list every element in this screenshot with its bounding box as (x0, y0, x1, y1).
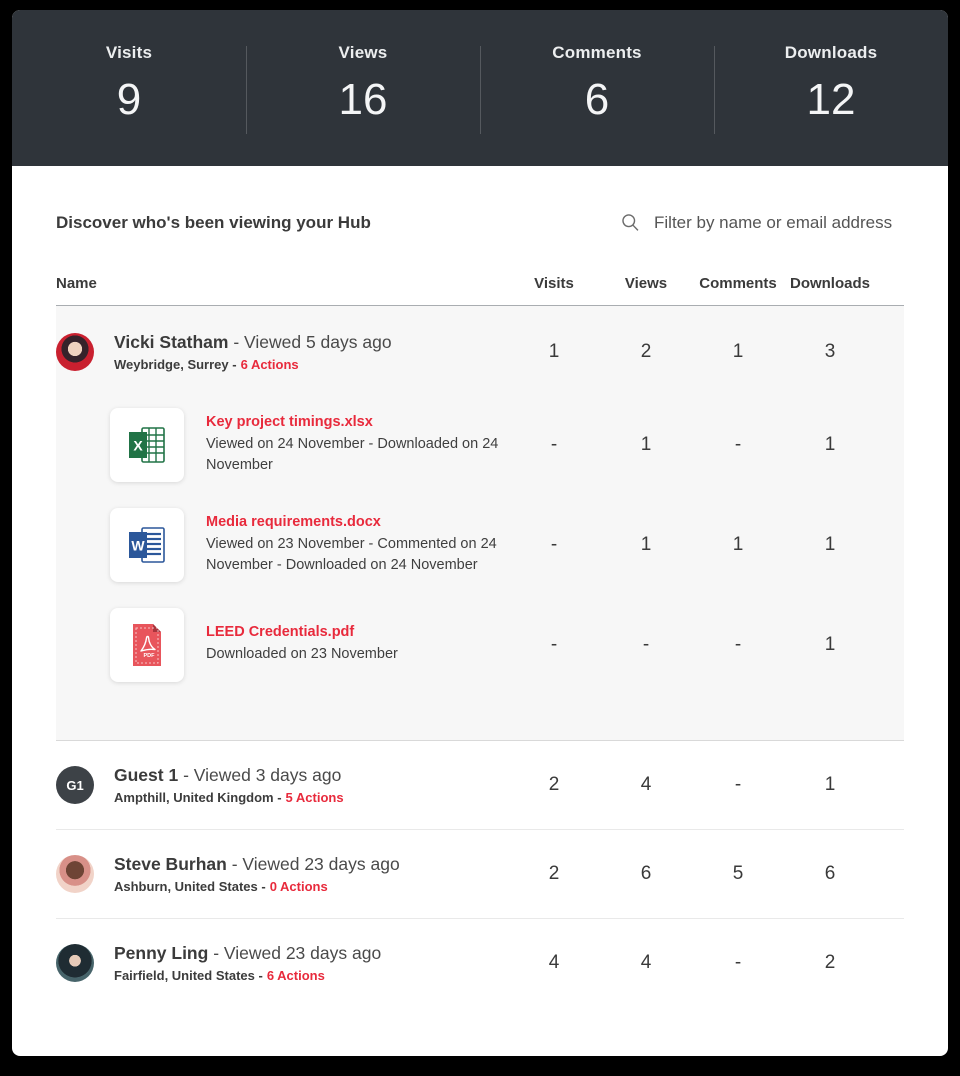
file-activity-text: Viewed on 23 November - Commented on 24 November - Downloaded on 24 November (206, 535, 497, 573)
filter-box (620, 212, 904, 233)
visitor-viewed: - Viewed 23 days ago (213, 943, 382, 963)
file-activity-text: Viewed on 24 November - Downloaded on 24 November (206, 435, 499, 473)
stat-comments (480, 10, 714, 166)
visitor-location: Fairfield, United States - (114, 968, 263, 983)
cell-comments: - (734, 952, 742, 973)
cell-downloads: 2 (824, 952, 836, 973)
visitor-name-line (114, 943, 508, 964)
visitor-sub-line (114, 968, 508, 983)
cell-visits: - (550, 434, 558, 455)
filter-input[interactable] (654, 213, 904, 233)
visitor-name: Penny Ling (114, 943, 209, 963)
visitor-actions-link[interactable]: 5 Actions (285, 790, 344, 805)
column-header-comments: Comments (699, 275, 777, 292)
cell-views: 1 (640, 434, 652, 455)
stat-visits-value: 9 (116, 75, 142, 124)
search-icon (620, 212, 641, 233)
stat-downloads (714, 10, 948, 166)
pdf-file-icon (110, 608, 184, 682)
excel-file-icon (110, 408, 184, 482)
file-activity-text: Downloaded on 23 November (206, 646, 398, 663)
cell-downloads: 1 (824, 534, 836, 555)
cell-views: 6 (640, 863, 652, 884)
avatar (56, 333, 94, 371)
stat-visits-label: Visits (105, 43, 153, 62)
column-header-visits: Visits (534, 275, 574, 292)
visitor-actions-link[interactable]: 6 Actions (266, 968, 325, 983)
visitor-sub-line (114, 357, 508, 372)
cell-views: - (642, 634, 650, 655)
visitor-sub-line (114, 879, 508, 894)
file-name-link[interactable]: Key project timings.xlsx (206, 413, 373, 430)
stats-summary-header (12, 10, 948, 166)
stat-downloads-value: 12 (806, 75, 856, 124)
file-row-docx (56, 508, 904, 582)
visitor-viewed: - Viewed 3 days ago (183, 765, 342, 785)
visitor-sub-line (114, 790, 508, 805)
file-name-link[interactable]: LEED Credentials.pdf (206, 624, 355, 641)
visitor-name-line (114, 765, 508, 786)
table-row-guest-1[interactable] (56, 741, 904, 830)
svg-text:W: W (131, 537, 145, 554)
cell-downloads: 1 (824, 434, 836, 455)
cell-visits: 1 (548, 341, 560, 362)
visitor-name-line (114, 332, 508, 353)
cell-comments: - (734, 434, 742, 455)
visitors-panel (12, 166, 948, 1031)
column-header-downloads: Downloads (789, 275, 870, 292)
cell-views: 4 (640, 774, 652, 795)
avatar: G1 (56, 766, 94, 804)
cell-visits: - (550, 534, 558, 555)
visitor-viewed: - Viewed 5 days ago (233, 332, 392, 352)
cell-visits: 2 (548, 863, 560, 884)
svg-text:PDF: PDF (143, 653, 155, 659)
table-row-steve-burhan[interactable] (56, 830, 904, 919)
table-row-vicki-statham[interactable] (56, 306, 904, 408)
file-row-xlsx (56, 408, 904, 482)
page-title: Discover who's been viewing your Hub (56, 212, 371, 232)
visitor-location: Ampthill, United Kingdom - (114, 790, 282, 805)
visitor-location: Ashburn, United States - (114, 879, 266, 894)
cell-views: 2 (640, 341, 652, 362)
visitor-location: Weybridge, Surrey - (114, 357, 237, 372)
svg-text:X: X (133, 437, 143, 454)
cell-visits: 4 (548, 952, 560, 973)
cell-visits: - (550, 634, 558, 655)
visitor-name: Vicki Statham (114, 332, 229, 352)
stat-downloads-label: Downloads (784, 43, 878, 62)
visitor-actions-link[interactable]: 6 Actions (240, 357, 299, 372)
avatar (56, 855, 94, 893)
visitor-name: Steve Burhan (114, 854, 227, 874)
stat-comments-label: Comments (552, 43, 642, 62)
cell-comments: - (734, 634, 742, 655)
cell-views: 4 (640, 952, 652, 973)
cell-downloads: 1 (824, 774, 836, 795)
expanded-visitor-group (56, 305, 904, 741)
cell-visits: 2 (548, 774, 560, 795)
visitor-actions-link[interactable]: 0 Actions (269, 879, 328, 894)
cell-comments: - (734, 774, 742, 795)
stat-views-value: 16 (338, 75, 388, 124)
avatar (56, 944, 94, 982)
visitor-viewed: - Viewed 23 days ago (231, 854, 400, 874)
stat-visits (12, 10, 246, 166)
cell-comments: 1 (732, 534, 744, 555)
column-header-views: Views (624, 275, 668, 292)
stat-comments-value: 6 (584, 75, 610, 124)
visitor-name: Guest 1 (114, 765, 179, 785)
file-row-pdf (56, 608, 904, 682)
stat-views (246, 10, 480, 166)
analytics-card (12, 10, 948, 1056)
word-file-icon (110, 508, 184, 582)
column-header-name: Name (56, 275, 97, 292)
cell-comments: 1 (732, 341, 744, 362)
stat-views-label: Views (338, 43, 388, 62)
visitor-name-line (114, 854, 508, 875)
cell-downloads: 3 (824, 341, 836, 362)
cell-downloads: 1 (824, 634, 836, 655)
table-row-penny-ling[interactable] (56, 919, 904, 1007)
cell-downloads: 6 (824, 863, 836, 884)
cell-comments: 5 (732, 863, 744, 884)
file-name-link[interactable]: Media requirements.docx (206, 513, 381, 530)
cell-views: 1 (640, 534, 652, 555)
table-header (56, 275, 904, 305)
